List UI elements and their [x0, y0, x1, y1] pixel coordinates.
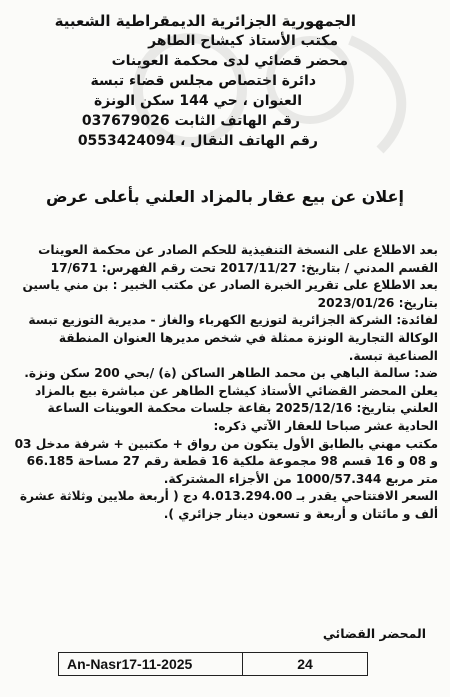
paragraph-defendant: ضد: سالمة الباهي بن محمد الطاهر الساكن (ة) /بحي 200 سكن ونزة.: [24, 366, 438, 381]
notice-title: إعلان عن بيع عقار بالمزاد العلني بأعلى عرض: [46, 187, 404, 206]
mobile-phone: رقم الهاتف النقال ، 0553424094: [77, 133, 318, 149]
newspaper-date: An-Nasr17-11-2025: [59, 653, 243, 675]
paragraph-judgment: بعد الاطلاع على النسخة التنفيذية للحكم الصادر عن محكمة العوينات القسم المدني / بتاريخ: 2017/11/27 تحت رقم الفهرس: 17/671: [38, 243, 438, 275]
signature-label: المحضر القضائي: [322, 626, 426, 641]
page-number: 24: [297, 656, 313, 672]
office-name: مكتب الأستاذ كيشاح الطاهر: [148, 33, 338, 49]
newspaper-footer: [58, 652, 368, 676]
paragraph-property: مكتب مهني بالطابق الأول يتكون من رواق + مكتبين + شرفة مدخل 03 و 08 و 16 قسم 98 مجموعة ملكية 16 قطعة رقم 27 مساحة 66.185 متر مربع 1000/57.344 من الأجزاء المشتركة.: [14, 436, 438, 486]
paragraph-beneficiary: لفائدة: الشركة الجزائرية لتوزيع الكهرباء والغاز - مديرية التوزيع تبسة الوكالة التجارية الونزة ممثلة في شخص مديرها العنوان المنطقة الصناعية تبسة.: [28, 313, 438, 363]
republic-name: الجمهورية الجزائرية الديمقراطية الشعبية: [54, 12, 356, 30]
landline-phone: رقم الهاتف الثابت 037679026: [81, 113, 300, 129]
jurisdiction: دائرة اختصاص مجلس قضاء تبسة: [90, 73, 316, 89]
office-address: العنوان ، حي 144 سكن الونزة: [94, 93, 302, 109]
paragraph-expertise: بعد الاطلاع على تقرير الخبرة الصادر عن مكتب الخبير : بن مني ياسين بتاريخ: 2023/01/26: [22, 278, 438, 310]
paragraph-sale-announcement: يعلن المحضر القضائي الأستاذ كيشاح الطاهر عن مباشرة بيع بالمزاد العلني بتاريخ: 2025/12/16 بقاعة جلسات محكمة العوينات الساعة الحادية عشر صباحا للعقار الآتي ذكره:: [35, 383, 438, 433]
paragraph-opening-price: السعر الافتتاحي يقدر بـ 4.013.294.00 دج ( أربعة ملايين وثلاثة عشرة ألف و مائتان و أربعة و تسعون دينار جزائري ).: [19, 489, 438, 521]
bailiff-title: محضر قضائي لدى محكمة العوينات: [111, 53, 348, 69]
bailiff-header: [14, 6, 436, 164]
notice-body: [14, 242, 438, 524]
